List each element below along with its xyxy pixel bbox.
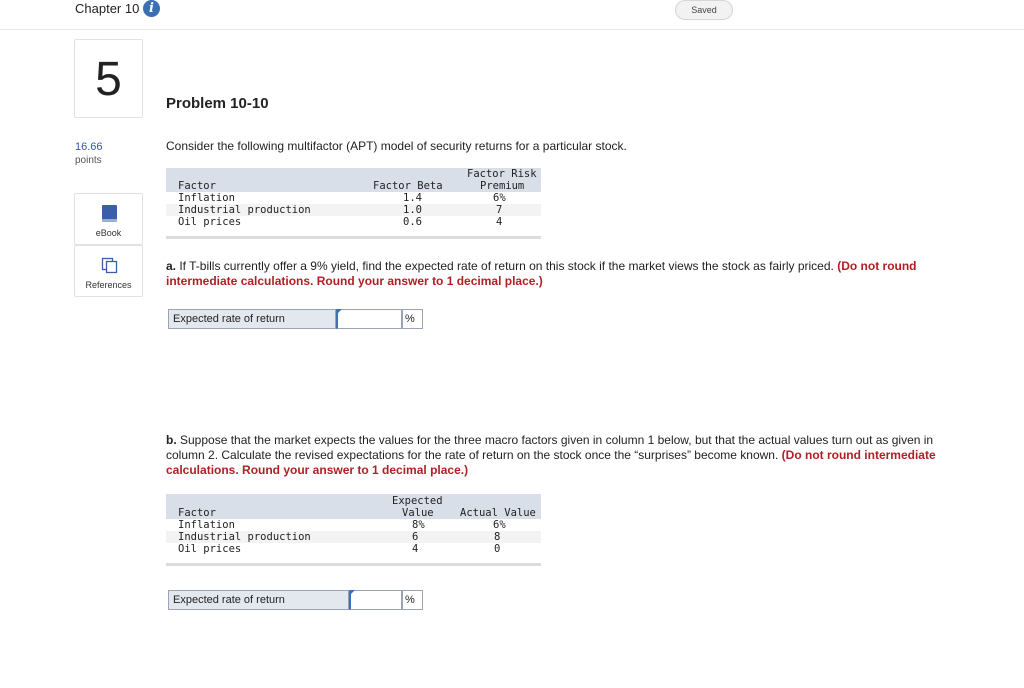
cell-actual: 8 <box>494 531 501 543</box>
column-header-factor-beta: Factor Beta <box>373 180 443 192</box>
column-header-expected-line1: Expected <box>392 495 443 507</box>
info-icon[interactable]: i <box>143 0 160 17</box>
question-part-b <box>166 433 956 478</box>
cell-expected: 8% <box>412 519 425 531</box>
expected-return-input-b[interactable] <box>349 590 402 610</box>
cell-factor: Inflation <box>178 192 235 204</box>
chapter-title[interactable]: Chapter 10 <box>75 1 140 16</box>
cell-premium: 4 <box>496 216 503 228</box>
cell-factor: Inflation <box>178 519 235 531</box>
answer-label-a: Expected rate of return <box>168 309 336 329</box>
part-a-text: If T-bills currently offer a 9% yield, find the expected rate of return on this stock if the market views the stock as fairly priced. <box>176 259 838 273</box>
column-header-expected-line2: Value <box>402 507 434 519</box>
table-header <box>166 168 541 192</box>
table-row <box>166 192 541 204</box>
column-header-factor: Factor <box>178 507 216 519</box>
cell-beta: 1.4 <box>403 192 422 204</box>
table-row <box>166 531 541 543</box>
table-row <box>166 519 541 531</box>
copy-pages-icon <box>101 257 118 274</box>
part-b-instruction: (Do not round intermediate calculations. Round your answer to 1 decimal place.) <box>166 448 936 477</box>
cell-expected: 4 <box>412 543 419 555</box>
question-number: 5 <box>74 39 143 118</box>
table-row <box>166 204 541 216</box>
cell-premium: 7 <box>496 204 503 216</box>
factor-beta-table <box>166 168 541 239</box>
part-a-letter: a. <box>166 259 177 273</box>
cell-beta: 0.6 <box>403 216 422 228</box>
cell-premium: 6% <box>493 192 506 204</box>
answer-label-b: Expected rate of return <box>168 590 349 610</box>
cell-actual: 6% <box>493 519 506 531</box>
points-value: 16.66 <box>75 141 103 153</box>
part-b-text: Suppose that the market expects the values for the three macro factors given in column 1 below, but that the actual values turn out as given in column 2. Calculate the revised expectations for the rate of return on the stock once the “surprises” become known. <box>166 433 934 462</box>
table-row <box>166 216 541 228</box>
cell-actual: 0 <box>494 543 501 555</box>
table-row <box>166 543 541 555</box>
saved-status-badge: Saved <box>675 0 733 20</box>
part-a-instruction: (Do not round intermediate calculations. Round your answer to 1 decimal place.) <box>166 259 917 288</box>
problem-title: Problem 10-10 <box>166 95 269 112</box>
percent-unit-b: % <box>402 590 423 610</box>
points-label: points <box>75 155 102 166</box>
cell-beta: 1.0 <box>403 204 422 216</box>
table-header <box>166 494 541 519</box>
question-part-a <box>166 259 956 289</box>
column-header-actual-value: Actual Value <box>460 507 536 519</box>
macro-factor-table <box>166 494 541 566</box>
cell-factor: Oil prices <box>178 543 242 555</box>
column-header-factor: Factor <box>178 180 216 192</box>
ebook-label: eBook <box>95 228 122 238</box>
book-icon <box>102 205 117 222</box>
cell-expected: 6 <box>412 531 419 543</box>
percent-unit-a: % <box>402 309 423 329</box>
problem-intro: Consider the following multifactor (APT) model of security returns for a particular stock. <box>166 139 627 153</box>
expected-return-input-a[interactable] <box>336 309 402 329</box>
references-button[interactable] <box>74 245 143 297</box>
cell-factor: Industrial production <box>178 531 311 543</box>
top-bar <box>0 0 1024 30</box>
references-label: References <box>85 280 132 290</box>
part-b-letter: b. <box>166 433 177 447</box>
ebook-button[interactable] <box>74 193 143 245</box>
cell-factor: Oil prices <box>178 216 242 228</box>
column-header-risk-premium-line1: Factor Risk <box>467 168 537 180</box>
column-header-risk-premium-line2: Premium <box>480 180 525 192</box>
cell-factor: Industrial production <box>178 204 311 216</box>
